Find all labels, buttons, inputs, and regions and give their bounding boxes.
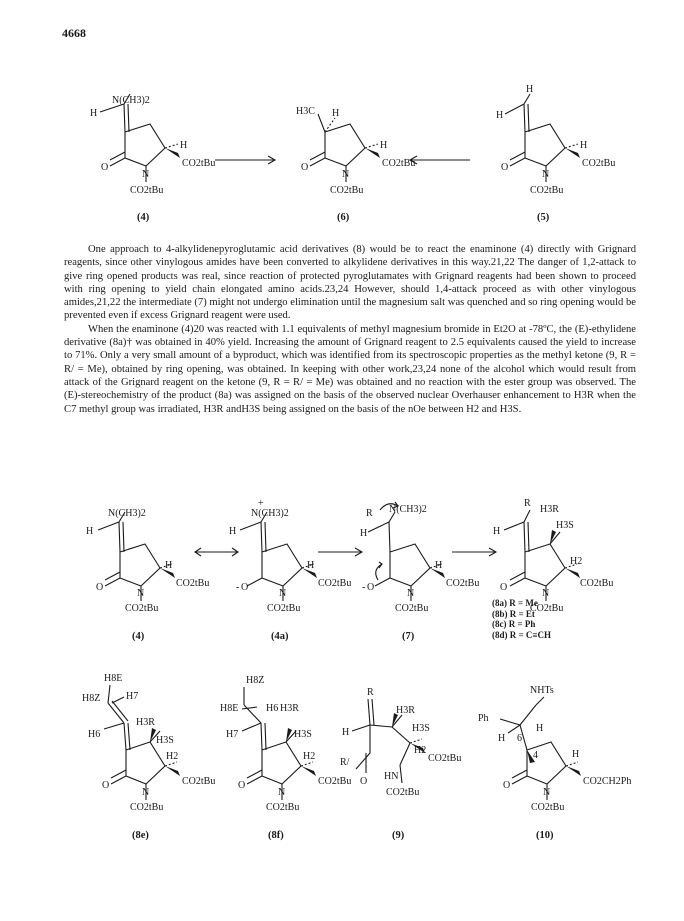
label-ester: CO2tBu: [182, 776, 216, 787]
label-o: O: [360, 776, 368, 787]
label-ph: Ph: [478, 713, 489, 724]
label-h: H: [229, 526, 237, 537]
compound-label-7: (7): [402, 631, 415, 642]
label-boc: CO2tBu: [130, 185, 164, 196]
label-o: O: [102, 780, 110, 791]
label-h3s: H3S: [556, 520, 574, 531]
label-h: H: [342, 727, 350, 738]
label-h3r: H3R: [540, 504, 559, 515]
compound-label-10: (10): [536, 830, 554, 841]
label-boc: CO2tBu: [531, 802, 565, 813]
label-o: O: [101, 162, 109, 173]
label-h: H: [332, 108, 340, 119]
label-boc: CO2tBu: [386, 787, 420, 798]
label-o: O: [96, 582, 104, 593]
label-n: N: [542, 169, 550, 180]
label-h: H: [572, 749, 580, 760]
label-ester: CO2tBu: [182, 158, 216, 169]
label-ester: CO2tBu: [318, 578, 352, 589]
label-h: H: [498, 733, 506, 744]
label-o: O: [238, 780, 246, 791]
label-6: 6: [517, 733, 522, 744]
label-ester: CO2tBu: [318, 776, 352, 787]
label-h8z: H8Z: [82, 693, 101, 704]
label-nme2: N(CH3)2: [389, 504, 427, 515]
label-boc: CO2tBu: [395, 603, 429, 614]
variant-8b: (8b) R = Et: [492, 608, 535, 619]
label-h7: H7: [126, 691, 139, 702]
label-o: O: [367, 582, 375, 593]
label-o: O: [503, 780, 511, 791]
label-h: H: [493, 526, 501, 537]
label-h: H: [180, 140, 188, 151]
label-boc: CO2tBu: [266, 802, 300, 813]
label-boc: CO2tBu: [330, 185, 364, 196]
label-h: H: [86, 526, 94, 537]
label-h2: H2: [303, 751, 316, 762]
label-h3s: H3S: [294, 729, 312, 740]
label-ester: CO2tBu: [176, 578, 210, 589]
label-rprime: R/: [340, 757, 350, 768]
label-ester-benzyl: CO2CH2Ph: [583, 776, 632, 787]
compound-label-5: (5): [537, 212, 550, 223]
label-ester: CO2tBu: [446, 578, 480, 589]
label-4: 4: [533, 750, 538, 761]
label-n: N: [278, 787, 286, 798]
label-n: N: [542, 588, 550, 599]
label-h: H: [526, 84, 534, 95]
label-h: H: [307, 560, 315, 571]
label-h3s: H3S: [412, 723, 430, 734]
label-nhts: NHTs: [530, 685, 554, 696]
label-r: R: [367, 687, 374, 698]
variant-8a: (8a) R = Me: [492, 598, 538, 608]
body-text: [64, 243, 636, 416]
label-minus: -: [362, 582, 366, 593]
label-hn: HN: [384, 771, 399, 782]
label-o: O: [241, 582, 249, 593]
label-ester: CO2tBu: [582, 158, 616, 169]
label-h3r: H3R: [136, 717, 155, 728]
label-o: O: [501, 162, 509, 173]
label-n: N: [342, 169, 350, 180]
compound-label-6: (6): [337, 212, 350, 223]
scheme-1: [0, 0, 684, 230]
label-h6: H6: [88, 729, 101, 740]
label-ester: CO2tBu: [428, 753, 462, 764]
label-h: H: [496, 110, 504, 121]
label-h3s: H3S: [156, 735, 174, 746]
label-boc: CO2tBu: [130, 802, 164, 813]
compound-label-8e: (8e): [132, 830, 149, 841]
label-n: N: [142, 787, 150, 798]
label-h: H: [360, 528, 368, 539]
label-n: N: [137, 588, 145, 599]
label-h: H: [580, 140, 588, 151]
page-number: 4668: [62, 26, 86, 40]
label-h8e: H8E: [220, 703, 239, 714]
label-ester: CO2tBu: [382, 158, 416, 169]
compound-label-4: (4): [132, 631, 145, 642]
label-h2: H2: [570, 556, 583, 567]
label-boc: CO2tBu: [267, 603, 301, 614]
label-h: H: [536, 723, 544, 734]
label-h3r: H3R: [280, 703, 299, 714]
label-r: R: [524, 498, 531, 509]
label-ester: CO2tBu: [580, 578, 614, 589]
paragraph-2: When the enaminone (4)20 was reacted with 1.1 equivalents of methyl magnesium bromide in Et2O at -78ºC, the (E)-ethylidene derivative (8a)† was obtained in 40% yield. Increasing the amount of Grignard reagent to 2.5 equivalents caused the yield to increase to 71%. Only a very small amount of a byproduct, which was identified from its spectroscopic properties as the methyl ketone (9, R = R/ = Me), obtained by ring opening, was obtained. In keeping with other work,23,24 none of the alcohol which would result from attack of the Grignard reagent on the ketone (9, R = R/ = Me) was obtained and no reaction with the ester group was observed. The (E)-stereochemistry of the product (8a) was assigned on the basis of the observed nuclear Overhauser enhancement to H3R when the C7 methyl group was irradiated, H3R andH3S being assigned on the basis of the nOe between H2 and H3S.: [64, 323, 636, 415]
compound-label-9: (9): [392, 830, 405, 841]
compound-8-variants: [492, 598, 551, 640]
label-boc: CO2tBu: [530, 603, 564, 614]
label-n: N: [279, 588, 287, 599]
scheme-3: [0, 665, 684, 845]
label-n: N: [407, 588, 415, 599]
variant-8c: (8c) R = Ph: [492, 619, 536, 629]
compound-label-4: (4): [137, 212, 150, 223]
label-nme2: N(CH3)2: [108, 508, 146, 519]
label-plus: +: [258, 498, 264, 509]
compound-label-4a: (4a): [271, 631, 289, 642]
label-h6: H6: [266, 703, 279, 714]
compound-label-8f: (8f): [268, 830, 284, 841]
label-n: N: [142, 169, 150, 180]
label-boc: CO2tBu: [125, 603, 159, 614]
label-h8e: H8E: [104, 673, 123, 684]
scheme-2: [0, 490, 684, 650]
paragraph-1: One approach to 4-alkylidenepyroglutamic acid derivatives (8) would be to react the enaminone (4) directly with Grignard reagents, since other vinylogous amides have been converted to alkylidene derivatives in this way.21,22 The danger of 1,2-attack to give ring opened products was real, since reaction of protected pyroglutamates with Grignard reagents had been shown to proceed with ring opening to yield chain elongated amino acids.23,24 However, should 1,4-attack proceed as with other vinylogous amides,21,22 the intermediate (7) might not undergo elimination until the magnesium salt was quenched and so ring opening would be prevented even if excess Grignard reagent were used.: [64, 244, 636, 322]
label-h2: H2: [414, 745, 427, 756]
label-nme2: N(CH3)2: [112, 95, 150, 106]
label-h3c: H3C: [296, 106, 315, 117]
label-boc: CO2tBu: [530, 185, 564, 196]
label-h: H: [435, 560, 443, 571]
label-o: O: [500, 582, 508, 593]
label-o: O: [301, 162, 309, 173]
label-minus: -: [236, 582, 240, 593]
label-h3r: H3R: [396, 705, 415, 716]
label-h: H: [380, 140, 388, 151]
label-h: H: [165, 560, 173, 571]
label-r: R: [366, 508, 373, 519]
label-h: H: [90, 108, 98, 119]
label-nme2: N(CH3)2: [251, 508, 289, 519]
label-n: N: [543, 787, 551, 798]
variant-8d: (8d) R = C≡CH: [492, 629, 552, 640]
label-h2: H2: [166, 751, 179, 762]
label-h8z: H8Z: [246, 675, 265, 686]
label-h7: H7: [226, 729, 239, 740]
